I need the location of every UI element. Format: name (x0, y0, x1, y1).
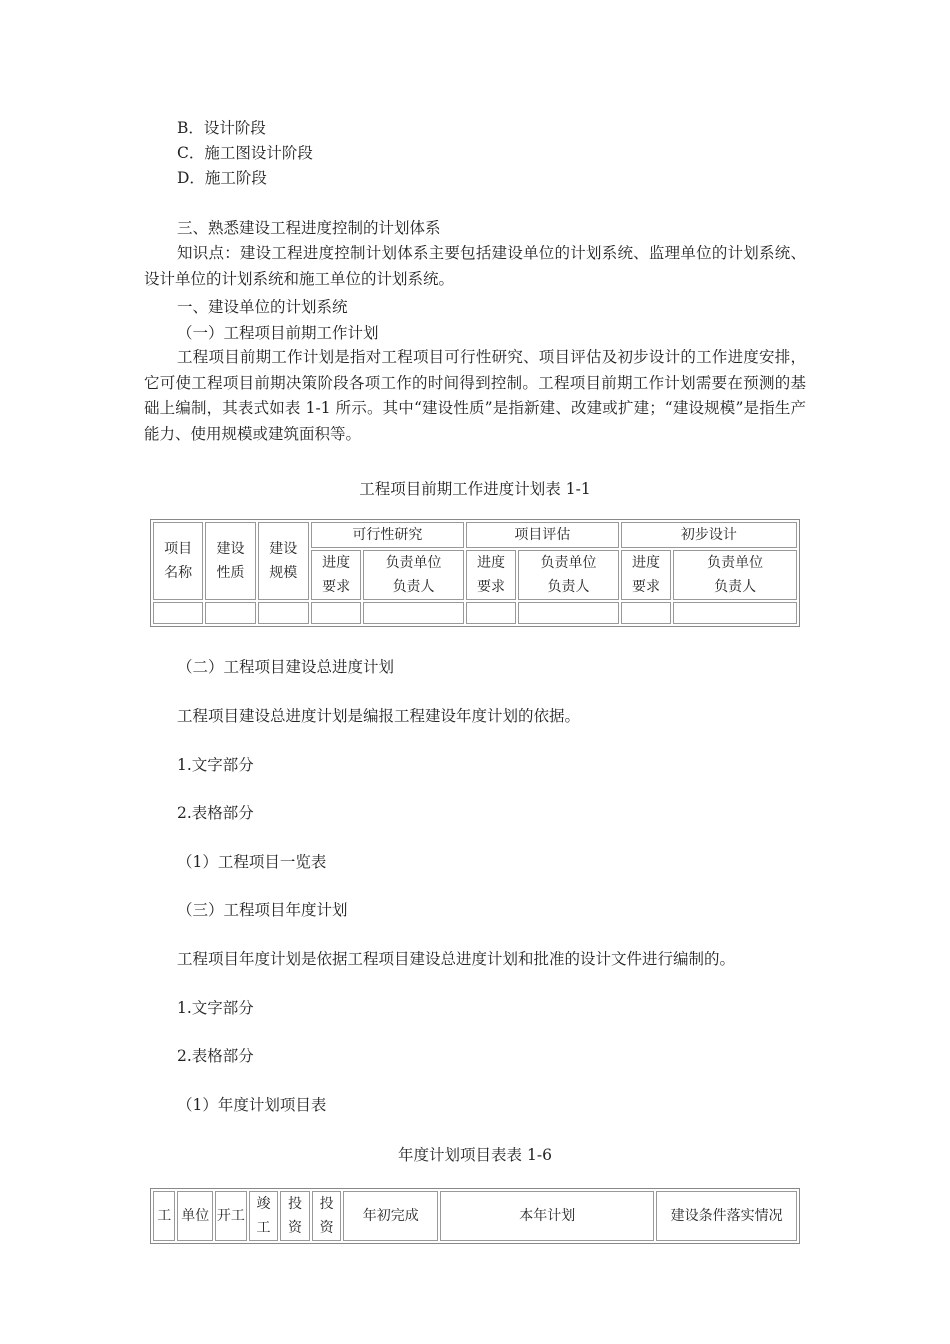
subsection-paragraph-1 (144, 345, 806, 447)
responsible-l2: 负责人 (714, 579, 757, 595)
sub2-text-part: 1.文字部分 (177, 756, 254, 774)
header-cell: 开工 (215, 1191, 247, 1241)
header-cell: 年初完成 (343, 1191, 438, 1241)
table-row (153, 602, 797, 624)
empty-cell (153, 602, 203, 624)
responsible-l1: 负责单位 (540, 555, 597, 571)
header-progress (311, 550, 361, 600)
header-cell: 竣工 (249, 1191, 279, 1241)
annual-plan-table (150, 1188, 800, 1244)
header-scale-l1: 建设 (269, 541, 298, 557)
empty-cell (673, 602, 797, 624)
header-cell: 建设条件落实情况 (656, 1191, 797, 1241)
sub2-table-part: 2.表格部分 (177, 804, 254, 822)
header-responsible (673, 550, 797, 600)
empty-cell (621, 602, 671, 624)
empty-cell (363, 602, 464, 624)
header-responsible (518, 550, 619, 600)
progress-l1: 进度 (632, 555, 660, 571)
progress-l2: 要求 (322, 579, 351, 595)
header-project-name-l2: 名称 (164, 565, 193, 581)
sub3-annual-project-table: （1）年度计划项目表 (177, 1096, 327, 1114)
progress-l1: 进度 (322, 555, 351, 571)
owner-system-heading: 一、建设单位的计划系统 (177, 298, 348, 316)
subsection-paragraph-3: 工程项目年度计划是依据工程项目建设总进度计划和批准的设计文件进行编制的。 (177, 950, 736, 968)
header-progress (466, 550, 516, 600)
header-cell: 单位 (177, 1191, 213, 1241)
knowledge-point-text: 知识点：建设工程进度控制计划体系主要包括建设单位的计划系统、监理单位的计划系统、设计单位的计划系统和施工单位的计划系统。 (144, 244, 806, 288)
header-scale-l2: 规模 (269, 565, 298, 581)
empty-cell (518, 602, 619, 624)
sub3-text-part: 1.文字部分 (177, 999, 254, 1017)
header-nature-l1: 建设 (216, 541, 245, 557)
knowledge-point (144, 241, 806, 292)
subsection-paragraph-1-text: 工程项目前期工作计划是指对工程项目可行性研究、项目评估及初步设计的工作进度安排，它可使工程项目前期决策阶段各项工作的时间得到控制。工程项目前期工作计划需要在预测的基础上编制，其表式如表 1-1 所示。其中“建设性质”是指新建、改建或扩建；“建设规模”是指生产能力、使用规模或建筑面积等。 (144, 348, 806, 443)
option-c: C．施工图设计阶段 (177, 144, 313, 162)
progress-l2: 要求 (632, 579, 660, 595)
sub3-table-part: 2.表格部分 (177, 1047, 254, 1065)
header-nature-l2: 性质 (216, 565, 245, 581)
table-caption-2: 年度计划项目表表 1-6 (398, 1146, 552, 1164)
header-project-evaluation: 项目评估 (466, 522, 619, 548)
header-project-name-l1: 项目 (164, 541, 193, 557)
section-heading: 三、熟悉建设工程进度控制的计划体系 (177, 219, 441, 237)
header-responsible (363, 550, 464, 600)
header-cell: 投资 (312, 1191, 342, 1241)
early-work-table (150, 519, 800, 627)
empty-cell (466, 602, 516, 624)
progress-l1: 进度 (477, 555, 506, 571)
sub2-project-list: （1）工程项目一览表 (177, 853, 327, 871)
subsection-heading-3: （三）工程项目年度计划 (177, 901, 348, 919)
subsection-paragraph-2: 工程项目建设总进度计划是编报工程建设年度计划的依据。 (177, 707, 581, 725)
responsible-l1: 负责单位 (385, 555, 442, 571)
empty-cell (258, 602, 309, 624)
subsection-heading-1: （一）工程项目前期工作计划 (177, 324, 379, 342)
header-feasibility-study: 可行性研究 (311, 522, 464, 548)
table-caption: 工程项目前期工作进度计划表 1-1 (359, 480, 591, 498)
responsible-l1: 负责单位 (707, 555, 764, 571)
option-d: D．施工阶段 (177, 169, 267, 187)
subsection-heading-2: （二）工程项目建设总进度计划 (177, 658, 395, 676)
responsible-l2: 负责人 (392, 579, 435, 595)
header-project-name (153, 522, 203, 600)
header-progress (621, 550, 671, 600)
empty-cell (311, 602, 361, 624)
progress-l2: 要求 (477, 579, 506, 595)
header-construction-scale (258, 522, 309, 600)
responsible-l2: 负责人 (547, 579, 590, 595)
option-b: B．设计阶段 (177, 119, 266, 137)
header-construction-nature (205, 522, 255, 600)
empty-cell (205, 602, 255, 624)
header-preliminary-design: 初步设计 (621, 522, 797, 548)
header-cell: 本年计划 (440, 1191, 654, 1241)
header-cell: 工 (153, 1191, 175, 1241)
header-cell: 投资 (280, 1191, 310, 1241)
